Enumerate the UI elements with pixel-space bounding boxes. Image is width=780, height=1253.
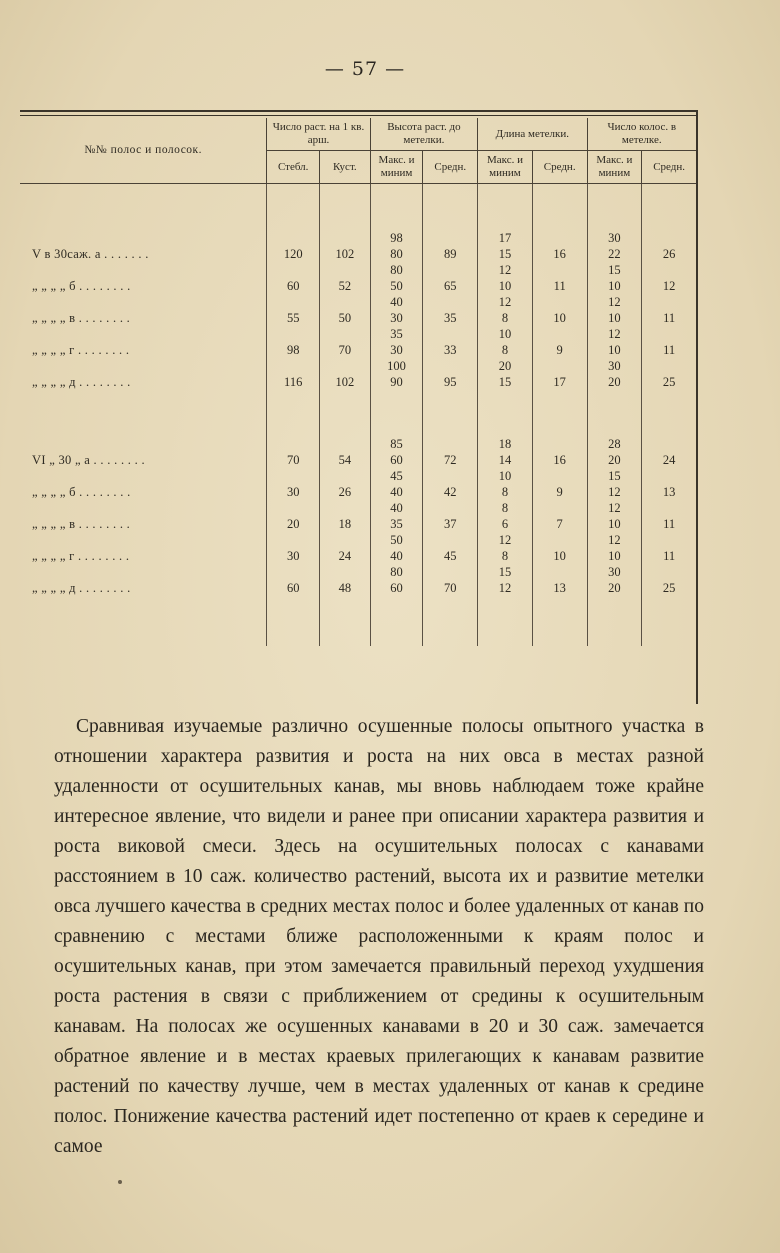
spikes-min-cell: 15 [587, 262, 642, 278]
label-cell [20, 326, 267, 342]
height-sredn-cell: 89 [423, 246, 478, 262]
spikes-mid-cell: 20 [587, 580, 642, 596]
header-spikes-maxmin: Макс. и миним [587, 151, 642, 184]
kust-cell [320, 436, 371, 452]
length-min-cell: 10 [478, 468, 533, 484]
header-height-sredn: Средн. [423, 151, 478, 184]
length-sredn-cell [532, 294, 587, 310]
height-mid-cell: 90 [370, 374, 423, 390]
table-row [20, 580, 696, 596]
length-mid-cell: 8 [478, 484, 533, 500]
table-body [20, 184, 696, 647]
length-max-cell: 17 [478, 230, 533, 246]
row-label: „ „ „ „ в . . . . . . . . [32, 517, 131, 531]
length-sredn-cell [532, 436, 587, 452]
kust-cell [320, 294, 371, 310]
kust-cell [320, 262, 371, 278]
length-sredn-cell: 10 [532, 548, 587, 564]
height-max-cell: 85 [370, 436, 423, 452]
spikes-mid-cell: 10 [587, 342, 642, 358]
table-row-min [20, 532, 696, 548]
height-sredn-cell [423, 358, 478, 374]
height-mid-cell: 60 [370, 452, 423, 468]
table-row-min [20, 294, 696, 310]
kust-cell: 54 [320, 452, 371, 468]
spikes-mid-cell: 10 [587, 310, 642, 326]
height-sredn-cell: 37 [423, 516, 478, 532]
row-label: VI „ 30 „ а . . . . . . . . [32, 453, 145, 467]
height-sredn-cell: 70 [423, 580, 478, 596]
stebl-cell [267, 262, 320, 278]
spikes-sredn-cell [642, 358, 696, 374]
table-row-min [20, 564, 696, 580]
length-mid-cell: 6 [478, 516, 533, 532]
spikes-sredn-cell [642, 262, 696, 278]
kust-cell: 102 [320, 246, 371, 262]
label-cell [20, 230, 267, 246]
table-row [20, 452, 696, 468]
row-label: „ „ „ „ г . . . . . . . . [32, 549, 130, 563]
label-cell [20, 532, 267, 548]
spikes-sredn-cell [642, 468, 696, 484]
height-sredn-cell: 95 [423, 374, 478, 390]
spikes-sredn-cell [642, 500, 696, 516]
table-spacer-row [20, 390, 696, 436]
length-mid-cell: 15 [478, 246, 533, 262]
length-mid-cell: 8 [478, 310, 533, 326]
stebl-cell [267, 468, 320, 484]
table-row-min [20, 326, 696, 342]
spikes-min-cell: 12 [587, 532, 642, 548]
length-sredn-cell: 11 [532, 278, 587, 294]
spikes-min-cell: 12 [587, 294, 642, 310]
height-max-cell: 98 [370, 230, 423, 246]
height-sredn-cell [423, 436, 478, 452]
length-sredn-cell [532, 358, 587, 374]
header-length: Длина метелки. [478, 118, 587, 151]
length-sredn-cell: 17 [532, 374, 587, 390]
height-sredn-cell [423, 230, 478, 246]
spikes-sredn-cell: 11 [642, 516, 696, 532]
kust-cell [320, 230, 371, 246]
length-sredn-cell [532, 532, 587, 548]
height-sredn-cell: 65 [423, 278, 478, 294]
spikes-sredn-cell: 24 [642, 452, 696, 468]
kust-cell [320, 468, 371, 484]
table-row [20, 278, 696, 294]
spikes-sredn-cell: 25 [642, 374, 696, 390]
length-min-cell: 8 [478, 500, 533, 516]
header-spikes-sredn: Средн. [642, 151, 696, 184]
kust-cell: 52 [320, 278, 371, 294]
stebl-cell: 70 [267, 452, 320, 468]
spikes-mid-cell: 20 [587, 374, 642, 390]
height-mid-cell: 80 [370, 246, 423, 262]
length-sredn-cell: 7 [532, 516, 587, 532]
row-label: „ „ „ „ д . . . . . . . . [32, 375, 131, 389]
spikes-sredn-cell: 12 [642, 278, 696, 294]
print-speck [118, 1180, 122, 1184]
length-sredn-cell [532, 564, 587, 580]
length-sredn-cell [532, 468, 587, 484]
stebl-cell [267, 230, 320, 246]
height-min-cell: 80 [370, 262, 423, 278]
height-min-cell: 100 [370, 358, 423, 374]
stebl-cell [267, 294, 320, 310]
table-row [20, 484, 696, 500]
header-rows: №№ полос и полосок. [20, 118, 267, 184]
table-row [20, 342, 696, 358]
table-row [20, 310, 696, 326]
header-length-maxmin: Макс. и миним [478, 151, 533, 184]
spikes-min-cell: 30 [587, 358, 642, 374]
height-sredn-cell: 33 [423, 342, 478, 358]
spikes-mid-cell: 12 [587, 484, 642, 500]
height-mid-cell: 35 [370, 516, 423, 532]
length-min-cell: 12 [478, 294, 533, 310]
spikes-mid-cell: 10 [587, 516, 642, 532]
length-mid-cell: 14 [478, 452, 533, 468]
spikes-min-cell: 12 [587, 326, 642, 342]
spikes-max-cell: 30 [587, 230, 642, 246]
header-height-maxmin: Макс. и миним [370, 151, 423, 184]
stebl-cell [267, 436, 320, 452]
length-mid-cell: 10 [478, 278, 533, 294]
length-max-cell: 18 [478, 436, 533, 452]
spikes-sredn-cell: 11 [642, 342, 696, 358]
length-sredn-cell [532, 500, 587, 516]
height-sredn-cell: 42 [423, 484, 478, 500]
stebl-cell: 98 [267, 342, 320, 358]
length-min-cell: 15 [478, 564, 533, 580]
height-sredn-cell [423, 468, 478, 484]
header-stebl: Стебл. [267, 151, 320, 184]
spikes-sredn-cell [642, 532, 696, 548]
length-min-cell: 12 [478, 532, 533, 548]
table-row [20, 374, 696, 390]
table-row-min [20, 468, 696, 484]
spikes-min-cell: 15 [587, 468, 642, 484]
length-sredn-cell [532, 326, 587, 342]
stebl-cell [267, 564, 320, 580]
row-label: „ „ „ „ в . . . . . . . . [32, 311, 131, 325]
height-min-cell: 40 [370, 294, 423, 310]
kust-cell [320, 358, 371, 374]
height-mid-cell: 60 [370, 580, 423, 596]
data-table-frame [20, 110, 698, 704]
height-sredn-cell [423, 500, 478, 516]
label-cell [20, 358, 267, 374]
height-sredn-cell: 35 [423, 310, 478, 326]
length-sredn-cell: 10 [532, 310, 587, 326]
table-row [20, 246, 696, 262]
length-sredn-cell [532, 230, 587, 246]
kust-cell [320, 564, 371, 580]
body-text [54, 712, 704, 1162]
row-label: „ „ „ „ б . . . . . . . . [32, 279, 131, 293]
header-height: Высота раст. до метелки. [370, 118, 477, 151]
stebl-cell: 120 [267, 246, 320, 262]
label-cell [20, 564, 267, 580]
spikes-sredn-cell [642, 564, 696, 580]
height-sredn-cell [423, 326, 478, 342]
length-sredn-cell: 16 [532, 452, 587, 468]
height-min-cell: 45 [370, 468, 423, 484]
kust-cell: 26 [320, 484, 371, 500]
length-mid-cell: 8 [478, 548, 533, 564]
stebl-cell [267, 532, 320, 548]
stebl-cell: 20 [267, 516, 320, 532]
row-label: „ „ „ „ г . . . . . . . . [32, 343, 130, 357]
table-row-max [20, 436, 696, 452]
header-plants: Число раст. на 1 кв. арш. [267, 118, 370, 151]
stebl-cell: 60 [267, 580, 320, 596]
label-cell [20, 500, 267, 516]
row-label: „ „ „ „ д . . . . . . . . [32, 581, 131, 595]
height-sredn-cell [423, 294, 478, 310]
data-table [20, 118, 696, 646]
kust-cell: 102 [320, 374, 371, 390]
spikes-min-cell: 12 [587, 500, 642, 516]
kust-cell [320, 500, 371, 516]
kust-cell [320, 326, 371, 342]
spikes-mid-cell: 20 [587, 452, 642, 468]
label-cell [20, 436, 267, 452]
spikes-sredn-cell: 26 [642, 246, 696, 262]
length-mid-cell: 8 [478, 342, 533, 358]
length-sredn-cell [532, 262, 587, 278]
kust-cell: 18 [320, 516, 371, 532]
page-number: — 57 — [324, 58, 406, 80]
length-mid-cell: 12 [478, 580, 533, 596]
length-min-cell: 20 [478, 358, 533, 374]
length-min-cell: 10 [478, 326, 533, 342]
table-row-min [20, 262, 696, 278]
length-mid-cell: 15 [478, 374, 533, 390]
length-sredn-cell: 16 [532, 246, 587, 262]
stebl-cell: 116 [267, 374, 320, 390]
row-label: V в 30саж. а . . . . . . . [32, 247, 149, 261]
spikes-sredn-cell: 13 [642, 484, 696, 500]
height-min-cell: 50 [370, 532, 423, 548]
table-spacer-row [20, 184, 696, 231]
kust-cell [320, 532, 371, 548]
row-label: „ „ „ „ б . . . . . . . . [32, 485, 131, 499]
spikes-sredn-cell [642, 326, 696, 342]
header-length-sredn: Средн. [532, 151, 587, 184]
height-min-cell: 80 [370, 564, 423, 580]
height-min-cell: 35 [370, 326, 423, 342]
label-cell [20, 468, 267, 484]
spikes-sredn-cell [642, 230, 696, 246]
height-min-cell: 40 [370, 500, 423, 516]
height-mid-cell: 30 [370, 342, 423, 358]
kust-cell: 24 [320, 548, 371, 564]
height-mid-cell: 40 [370, 484, 423, 500]
height-mid-cell: 50 [370, 278, 423, 294]
label-cell [20, 262, 267, 278]
spikes-sredn-cell: 25 [642, 580, 696, 596]
height-sredn-cell [423, 262, 478, 278]
table-row [20, 548, 696, 564]
header-spikes: Число колос. в метелке. [587, 118, 696, 151]
header-kust: Куст. [320, 151, 371, 184]
length-sredn-cell: 9 [532, 484, 587, 500]
stebl-cell: 60 [267, 278, 320, 294]
height-sredn-cell [423, 564, 478, 580]
body-paragraph: Сравнивая изучаемые различно осушенные полосы опытного участка в отношении характера развития и роста на них овса в местах разной удаленности от осушительных канав, мы вновь наблюдаем тоже крайне интересное явление, что видели и ранее при описании характера развития и роста виковой смеси. Здесь на осушительных полосах с канавами расстоянием в 10 саж. количество растений, высота их и развитие метелки овса лучшего качества в средних местах полос и более удаленных от канав по сравнению с местами ближе расположенными к краям полос и осушительных канав, при этом замечается правильный переход ухудшения роста растения в связи с приближением от средины к осушительным канавам. На полосах же осушенных канавами в 20 и 30 саж. замечается обратное явление и в местах краевых прилегающих к канавам развитие растений по качеству лучше, чем в местах удаленных от канав к средине полос. Понижение качества растений идет постепенно от краев к середине и самое [54, 716, 704, 1157]
length-sredn-cell: 13 [532, 580, 587, 596]
kust-cell: 50 [320, 310, 371, 326]
spikes-sredn-cell [642, 294, 696, 310]
spikes-mid-cell: 10 [587, 548, 642, 564]
spikes-max-cell: 28 [587, 436, 642, 452]
stebl-cell: 30 [267, 548, 320, 564]
stebl-cell: 55 [267, 310, 320, 326]
length-sredn-cell: 9 [532, 342, 587, 358]
height-sredn-cell: 45 [423, 548, 478, 564]
table-row-min [20, 358, 696, 374]
kust-cell: 48 [320, 580, 371, 596]
height-mid-cell: 30 [370, 310, 423, 326]
height-sredn-cell: 72 [423, 452, 478, 468]
length-min-cell: 12 [478, 262, 533, 278]
spikes-sredn-cell: 11 [642, 310, 696, 326]
table-row-min [20, 500, 696, 516]
stebl-cell [267, 500, 320, 516]
spikes-mid-cell: 22 [587, 246, 642, 262]
spikes-sredn-cell: 11 [642, 548, 696, 564]
table-row [20, 516, 696, 532]
kust-cell: 70 [320, 342, 371, 358]
spikes-sredn-cell [642, 436, 696, 452]
spikes-min-cell: 30 [587, 564, 642, 580]
stebl-cell [267, 326, 320, 342]
stebl-cell [267, 358, 320, 374]
height-mid-cell: 40 [370, 548, 423, 564]
stebl-cell: 30 [267, 484, 320, 500]
height-sredn-cell [423, 532, 478, 548]
spikes-mid-cell: 10 [587, 278, 642, 294]
table-row-max [20, 230, 696, 246]
label-cell [20, 294, 267, 310]
table-spacer-row [20, 596, 696, 646]
